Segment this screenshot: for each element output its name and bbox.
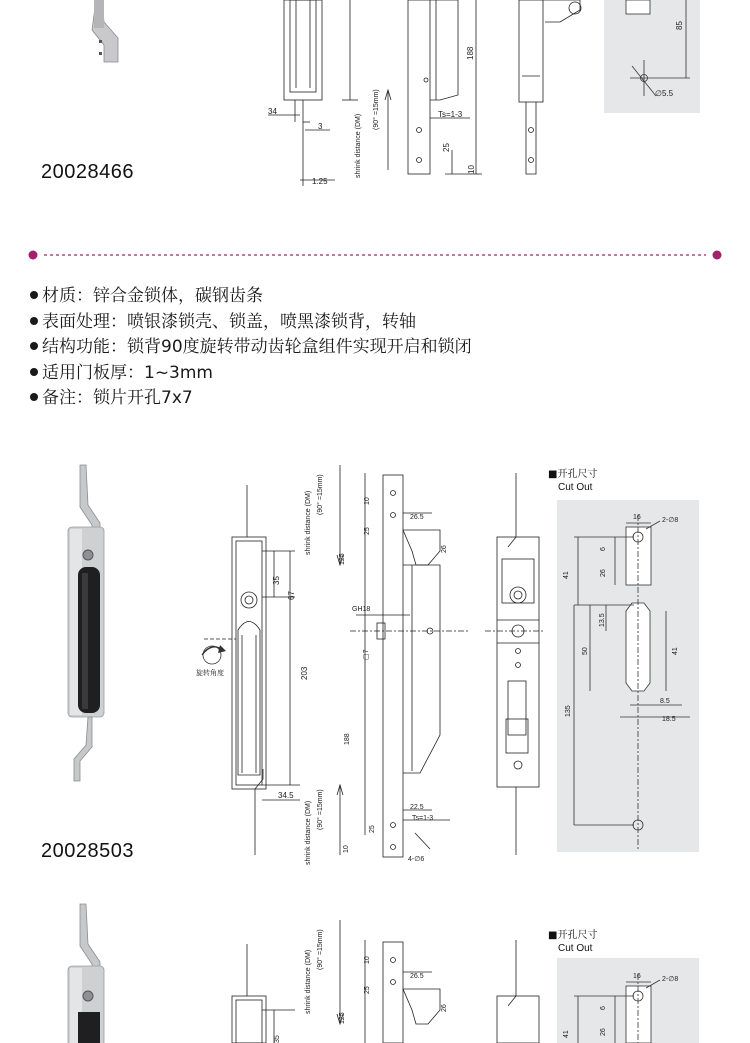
cutout-dim-5-5: ∅5.5: [655, 89, 674, 98]
dim-10: 10: [467, 165, 476, 174]
cutout-dim-2-8-bottom: 2-∅8: [662, 976, 679, 983]
spec-item: [30, 386, 472, 412]
bullet-icon: [30, 291, 38, 299]
dim-angle: (90° =15mm): [373, 89, 380, 130]
dim-1-25: 1.25: [312, 177, 328, 186]
dim-22-5: 22.5: [410, 804, 424, 811]
dim-3: 3: [318, 122, 323, 131]
bullet-icon: [30, 393, 38, 401]
dim-203: 203: [300, 666, 309, 680]
cutout-dim-41-b: 41: [672, 647, 679, 655]
cutout-dim-41-bottom: 41: [563, 1030, 570, 1038]
dim-shrink-mid: shrink distance (DM): [305, 490, 312, 555]
cutout-dim-135: 135: [565, 705, 572, 717]
dim-188: 188: [466, 46, 475, 60]
cutout-dim-41: 41: [563, 571, 570, 579]
dim-34: 34: [268, 107, 277, 116]
spec-text: 适用门板厚：1~3mm: [42, 362, 213, 383]
product-photo-mid: [68, 465, 104, 781]
bullet-icon: [30, 342, 38, 350]
dim-26-5: 26.5: [410, 514, 424, 521]
dim-26-mid: 26: [441, 545, 448, 553]
cutout-subtitle: Cut Out: [558, 482, 593, 493]
cutout-title: ■开孔尺寸: [548, 469, 598, 480]
dim-shrink: shrink distance (DM): [355, 113, 362, 178]
model-number-2: 20028503: [41, 840, 134, 862]
cutout-dim-85: 85: [675, 21, 684, 30]
spec-text: 备注：锁片开孔7x7: [42, 388, 193, 408]
dim-shrink-mid-2: shrink distance (DM): [305, 800, 312, 865]
dim-26-5-bottom: 26.5: [410, 973, 424, 980]
cutout-dim-16-bottom: 16: [633, 973, 641, 980]
model-number-1: 20028466: [41, 161, 134, 183]
dim-25-mid: 25: [364, 527, 371, 535]
dim-35: 35: [272, 576, 281, 585]
dim-25-mid-2: 25: [369, 825, 376, 833]
drawing-mid: [0, 455, 750, 865]
dim-125-bottom: 125: [339, 1012, 346, 1024]
spec-text: 结构功能：锁背90度旋转带动齿轮盒组件实现开启和锁闭: [42, 337, 472, 357]
cutout-dim-6-bottom: 6: [600, 1006, 607, 1010]
cutout-subtitle-bottom: Cut Out: [558, 943, 593, 954]
drawing-bottom: [0, 900, 750, 1043]
section-divider: [0, 248, 750, 262]
spec-item: [30, 310, 472, 336]
spec-text: 材质：锌合金锁体，碳钢齿条: [42, 286, 263, 306]
dim-25: 25: [442, 143, 451, 152]
dim-67: 67: [287, 591, 296, 600]
dim-4-holes: 4-∅6: [408, 856, 425, 863]
spec-item: [30, 361, 472, 387]
dim-ts-mid: Ts=1-3: [412, 815, 434, 822]
cutout-dim-6: 6: [600, 547, 607, 551]
cutout-dim-8-5: 8.5: [660, 698, 670, 705]
rotate-indicator: [202, 645, 226, 664]
dim-188-mid: 188: [344, 733, 351, 745]
dim-26-bottom: 26: [441, 1004, 448, 1012]
divider-dot-left: [29, 251, 38, 260]
cutout-dim-2-8: 2-∅8: [662, 517, 679, 524]
dim-ts: Ts=1-3: [438, 110, 463, 119]
spec-list: [30, 284, 472, 412]
rotate-angle-label: 旋转角度: [196, 670, 224, 677]
back-view-mid: [485, 473, 545, 855]
cutout-title-bottom: ■开孔尺寸: [548, 930, 598, 941]
dim-square-7: ▢7: [363, 649, 370, 660]
cutout-dim-13-5: 13.5: [599, 613, 606, 627]
cutout-dim-18-5: 18.5: [662, 716, 676, 723]
spec-item: [30, 335, 472, 361]
bullet-icon: [30, 317, 38, 325]
dim-10-mid-2: 10: [343, 845, 350, 853]
dim-10-mid: 10: [364, 497, 371, 505]
bullet-icon: [30, 368, 38, 376]
dim-angle-mid-2: (90° =15mm): [317, 789, 324, 830]
dim-25-bottom: 25: [364, 986, 371, 994]
product-photo-bottom: [68, 904, 104, 1043]
cutout-dim-16: 16: [633, 514, 641, 521]
cutout-dim-26: 26: [600, 569, 607, 577]
dim-shrink-bottom: shrink distance (DM): [305, 949, 312, 1014]
divider-dot-right: [713, 251, 722, 260]
back-view-top: [519, 0, 581, 174]
dim-10-bottom: 10: [364, 956, 371, 964]
dim-gh18: GH18: [352, 606, 371, 613]
cutout-dim-50: 50: [582, 647, 589, 655]
dim-angle-bottom: (90° =15mm): [317, 929, 324, 970]
product-photo-top: [92, 0, 118, 62]
spec-item: [30, 284, 472, 310]
spec-text: 表面处理：喷银漆锁壳、锁盖，喷黑漆锁背，转轴: [42, 311, 416, 332]
dim-34-5: 34.5: [278, 791, 294, 800]
dim-35-bottom: 35: [274, 1035, 281, 1043]
dim-125-mid: 125: [339, 553, 346, 565]
dim-angle-mid: (90° =15mm): [317, 474, 324, 515]
cutout-dim-26-bottom: 26: [600, 1028, 607, 1036]
